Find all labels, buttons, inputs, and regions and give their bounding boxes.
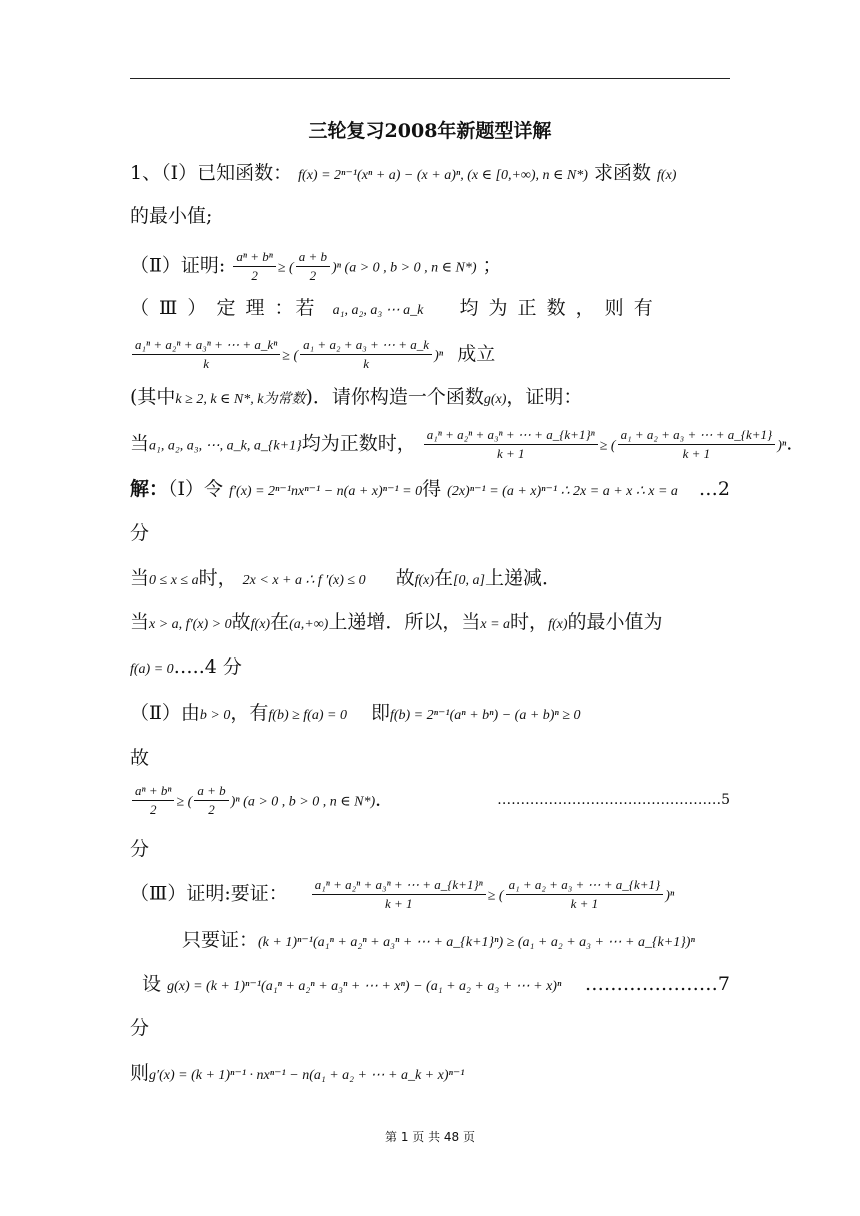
problem-part-1 <box>130 162 676 187</box>
sol1-score: …2 <box>698 478 730 500</box>
p2-end: ； <box>482 254 502 277</box>
p3-label: （ Ⅲ ） 定 理 ：若 <box>130 297 317 319</box>
solution-part-2-result <box>130 782 394 819</box>
sol10-m1: g(x) = (k + 1)ⁿ⁻¹(a₁ⁿ + a₂ⁿ + a₃ⁿ + ⋯ + xⁿ) − (a₁ + a₂ + a₃ + ⋯ + x)ⁿ <box>167 979 562 994</box>
problem-condition <box>130 386 582 411</box>
sol3-t2: 在 <box>270 611 290 633</box>
sol6-gu: 故 <box>130 747 150 769</box>
solution-increasing <box>130 611 663 636</box>
solution-part-1 <box>130 478 678 503</box>
p3-rest: 均 为 正 数 ， 则 有 <box>459 297 655 319</box>
sol8-fraction-1: $\frac{\text{a₁ⁿ + a₂ⁿ + a₃ⁿ + ⋯ + a\_\{k+1\}ⁿ}}{k + 1}$ <box>312 876 486 913</box>
sol7-score: …………………………………………5 <box>497 792 730 808</box>
sol5-t3: 即 <box>370 702 390 724</box>
sol11-t1: 则 <box>130 1062 150 1084</box>
sol8-pow: )ⁿ <box>665 888 675 904</box>
p4-end: ，证明： <box>506 386 583 408</box>
p2-ge: ≥ ( <box>277 260 294 276</box>
sol9-t1: 只要证： <box>182 929 259 951</box>
sol2-t2: 故 <box>395 567 415 589</box>
p2-fraction-1: $\frac{\text{aⁿ + bⁿ}}{2}$ <box>233 248 275 285</box>
sol3-m4: x = a <box>480 617 511 632</box>
sol3-m2: f(x) <box>250 617 271 632</box>
p3-pow: )ⁿ <box>434 348 444 364</box>
p3-fraction-1: $\frac{\text{a₁ⁿ + a₂ⁿ + a₃ⁿ + ⋯ + a\_kⁿ}}{k}$ <box>132 336 280 373</box>
problem-part-3 <box>130 297 655 322</box>
sol10-fen: 分 <box>130 1017 150 1039</box>
sol7-fen: 分 <box>130 838 150 860</box>
sol5-m1: b > 0 <box>199 708 231 723</box>
sol7-fraction-1: $\frac{\text{aⁿ + bⁿ}}{2}$ <box>132 782 174 819</box>
p5-fraction-1: $\frac{\text{a₁ⁿ + a₂ⁿ + a₃ⁿ + ⋯ + a\_\{k+1\}ⁿ}}{k + 1}$ <box>424 426 598 463</box>
sol1-label: 解： <box>130 478 169 500</box>
sol2-m4: [0, a] <box>453 573 485 588</box>
sol4-t1: …..4 分 <box>173 656 242 678</box>
p4-cond: k ≥ 2, k ∈ N*, k为常数 <box>175 392 306 407</box>
sol3-t4: 时， <box>510 611 549 633</box>
sol1-text2: 得 <box>422 478 442 500</box>
sol1-fen: 分 <box>130 522 150 544</box>
p4-g: g(x) <box>483 392 507 407</box>
sol5-m2: f(b) ≥ f(a) = 0 <box>268 708 347 723</box>
sol1-m2: (2x)ⁿ⁻¹ = (a + x)ⁿ⁻¹ ∴ 2x = a + x ∴ x = a <box>447 484 678 499</box>
sol2-m3: f(x) <box>414 573 435 588</box>
solution-part-3 <box>130 876 674 913</box>
sol3-pre: 当 <box>130 611 150 633</box>
sol3-t1: 故 <box>231 611 251 633</box>
sol7-cond: )ⁿ (a > 0 , b > 0 , n ∈ N*) <box>230 794 376 810</box>
sol2-m2: 2x < x + a ∴ f ′(x) ≤ 0 <box>242 573 366 588</box>
p1-formula: f(x) = 2ⁿ⁻¹(xⁿ + a) − (x + a)ⁿ, (x ∈ [0,+∞), n ∈ N*) <box>298 168 588 183</box>
sol2-pre: 当 <box>130 567 150 589</box>
p5-pre: 当 <box>130 432 150 455</box>
p5-pow: )ⁿ <box>777 438 787 454</box>
sol5-t1: （Ⅱ）由 <box>130 702 200 724</box>
p2-cond: )ⁿ (a > 0 , b > 0 , n ∈ N*) <box>331 260 477 276</box>
p5-mid: 均为正数时， <box>301 432 416 455</box>
p1-tail-math: f(x) <box>657 168 677 183</box>
p4-pre: (其中 <box>130 386 176 408</box>
sol11-m1: g′(x) = (k + 1)ⁿ⁻¹ · nxⁿ⁻¹ − n(a₁ + a₂ + ⋯ + a_k + x)ⁿ⁻¹ <box>149 1068 465 1083</box>
solution-part-2 <box>130 702 581 727</box>
sol2-t4: 上递减． <box>484 567 561 589</box>
sol2-t1: 时， <box>198 567 237 589</box>
sol7-end: ． <box>375 788 395 811</box>
sol1-text1: （Ⅰ）令 <box>168 478 224 500</box>
sol4-m1: f(a) = 0 <box>130 662 174 677</box>
sol9-m1: (k + 1)ⁿ⁻¹(a₁ⁿ + a₂ⁿ + a₃ⁿ + ⋯ + a_{k+1}ⁿ) ≥ (a₁ + a₂ + a₃ + ⋯ + a_{k+1})ⁿ <box>258 935 695 950</box>
sol3-m5: f(x) <box>548 617 568 632</box>
p3-seq: a₁, a₂, a₃ ⋯ a_k <box>332 303 424 318</box>
sol5-t2: ，有 <box>230 702 269 724</box>
solution-min-value <box>130 656 242 681</box>
sol3-t3: 上递增．所以，当 <box>328 611 481 633</box>
p5-ge: ≥ ( <box>599 438 616 454</box>
solution-decreasing <box>130 567 561 592</box>
p3-end: 成立 <box>457 342 496 365</box>
header-rule <box>130 78 730 79</box>
sol2-m1: 0 ≤ x ≤ a <box>149 573 199 588</box>
solution-suffices <box>182 929 695 954</box>
sol8-fraction-2: $\frac{\text{a₁ + a₂ + a₃ + ⋯ + a\_\{k+1\}}}{k + 1}$ <box>506 876 664 913</box>
p4-mid: )．请你构造一个函数 <box>305 386 484 408</box>
sol8-ge: ≥ ( <box>487 888 504 904</box>
p3-fraction-2: $\frac{\text{a₁ + a₂ + a₃ + ⋯ + a\_k}}{k}$ <box>300 336 432 373</box>
p5-end: . <box>786 432 793 455</box>
p3-inequality <box>130 336 495 373</box>
sol3-m1: x > a, f′(x) > 0 <box>149 617 232 632</box>
problem-part-2 <box>130 248 502 285</box>
sol1-m1: f′(x) = 2ⁿ⁻¹nxⁿ⁻¹ − n(a + x)ⁿ⁻¹ = 0 <box>229 484 423 499</box>
problem-claim <box>130 426 792 463</box>
sol7-fraction-2: $\frac{a + b}{2}$ <box>194 782 228 819</box>
p1-line2: 的最小值; <box>130 205 213 227</box>
sol10-score: …………………7 <box>584 973 730 995</box>
sol8-t1: （Ⅲ）证明:要证： <box>130 882 288 905</box>
p5-seq: a₁, a₂, a₃, ⋯, a_k, a_{k+1} <box>149 438 302 454</box>
page-title: 三轮复习2008年新题型详解 <box>308 120 552 142</box>
solution-define-g <box>142 973 561 998</box>
page-footer: 第 1 页 共 48 页 <box>385 1130 475 1144</box>
sol10-t1: 设 <box>142 973 162 995</box>
sol5-m3: f(b) = 2ⁿ⁻¹(aⁿ + bⁿ) − (a + b)ⁿ ≥ 0 <box>389 708 581 723</box>
sol3-t5: 的最小值为 <box>567 611 663 633</box>
p1-intro: 1、（Ⅰ）已知函数： <box>130 162 293 184</box>
p3-ge: ≥ ( <box>282 348 299 364</box>
p5-fraction-2: $\frac{\text{a₁ + a₂ + a₃ + ⋯ + a\_\{k+1\}}}{k + 1}$ <box>618 426 776 463</box>
sol7-ge: ≥ ( <box>176 794 193 810</box>
p1-tail: 求函数 <box>593 162 651 184</box>
p2-label: （Ⅱ）证明: <box>130 254 226 277</box>
p2-fraction-2: $\frac{a + b}{2}$ <box>296 248 330 285</box>
solution-derivative <box>130 1062 464 1087</box>
sol3-m3: (a,+∞) <box>289 617 329 632</box>
sol2-t3: 在 <box>434 567 454 589</box>
